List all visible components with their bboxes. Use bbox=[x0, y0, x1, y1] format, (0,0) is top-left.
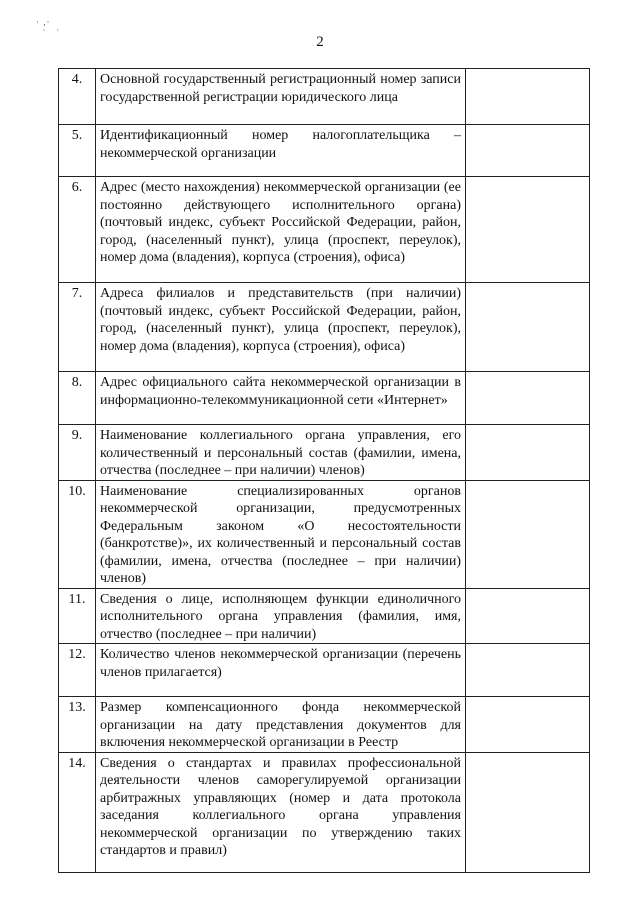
row-description: Адреса филиалов и представительств (при наличии) (почтовый индекс, субъект Российской Федерации, район, город, (населенный пункт), улица (проспект, переулок), номер дома (владения), корпуса (строения), офиса) bbox=[96, 283, 466, 372]
row-description: Наименование специализированных органов некоммерческой организации, предусмотренных Федеральным законом «О несостоятельности (банкротстве)», их количественный и персональный состав (фамилии, имена, отчества (последнее – при наличии) членов) bbox=[96, 480, 466, 588]
row-description: Адрес официального сайта некоммерческой организации в информационно-телекоммуникационной сети «Интернет» bbox=[96, 372, 466, 425]
row-value-cell[interactable] bbox=[466, 372, 590, 425]
row-number: 12. bbox=[59, 644, 96, 697]
row-value-cell[interactable] bbox=[466, 69, 590, 125]
row-number: 5. bbox=[59, 125, 96, 177]
table-row bbox=[59, 644, 590, 697]
row-description: Сведения о стандартах и правилах профессиональной деятельности членов саморегулируемой организации арбитражных управляющих (номер и дата протокола заседания коллегиального органа управления некоммерческой организации по утверждению таких стандартов и правил) bbox=[96, 752, 466, 872]
table-row bbox=[59, 697, 590, 753]
scan-artifact: · ,· · · bbox=[36, 17, 61, 35]
row-value-cell[interactable] bbox=[466, 283, 590, 372]
row-number: 9. bbox=[59, 425, 96, 481]
table-row bbox=[59, 177, 590, 283]
row-value-cell[interactable] bbox=[466, 425, 590, 481]
row-value-cell[interactable] bbox=[466, 752, 590, 872]
row-value-cell[interactable] bbox=[466, 177, 590, 283]
row-description: Наименование коллегиального органа управления, его количественный и персональный состав (фамилии, имена, отчества (последнее – при наличии) членов) bbox=[96, 425, 466, 481]
row-number: 13. bbox=[59, 697, 96, 753]
table-row bbox=[59, 125, 590, 177]
row-description: Идентификационный номер налогоплательщика – некоммерческой организации bbox=[96, 125, 466, 177]
registry-info-table bbox=[58, 68, 590, 873]
row-number: 11. bbox=[59, 588, 96, 644]
row-number: 7. bbox=[59, 283, 96, 372]
table-row bbox=[59, 372, 590, 425]
row-number: 14. bbox=[59, 752, 96, 872]
table-row bbox=[59, 425, 590, 481]
row-number: 10. bbox=[59, 480, 96, 588]
row-description: Адрес (место нахождения) некоммерческой организации (ее постоянно действующего исполнительного органа) (почтовый индекс, субъект Российской Федерации, район, город, (населенный пункт), улица (проспект, переулок), номер дома (владения), корпуса (строения), офиса) bbox=[96, 177, 466, 283]
row-number: 8. bbox=[59, 372, 96, 425]
row-value-cell[interactable] bbox=[466, 697, 590, 753]
row-number: 4. bbox=[59, 69, 96, 125]
row-description: Количество членов некоммерческой организации (перечень членов прилагается) bbox=[96, 644, 466, 697]
row-description: Размер компенсационного фонда некоммерческой организации на дату представления документов для включения некоммерческой организации в Реестр bbox=[96, 697, 466, 753]
row-value-cell[interactable] bbox=[466, 480, 590, 588]
row-description: Сведения о лице, исполняющем функции единоличного исполнительного органа управления (фамилия, имя, отчество (последнее – при наличии) bbox=[96, 588, 466, 644]
row-value-cell[interactable] bbox=[466, 125, 590, 177]
row-value-cell[interactable] bbox=[466, 644, 590, 697]
table-row bbox=[59, 588, 590, 644]
table-row bbox=[59, 69, 590, 125]
row-description: Основной государственный регистрационный номер записи государственной регистрации юридического лица bbox=[96, 69, 466, 125]
table-row bbox=[59, 283, 590, 372]
table-row bbox=[59, 480, 590, 588]
table-row bbox=[59, 752, 590, 872]
page-number: 2 bbox=[316, 34, 324, 50]
row-value-cell[interactable] bbox=[466, 588, 590, 644]
row-number: 6. bbox=[59, 177, 96, 283]
